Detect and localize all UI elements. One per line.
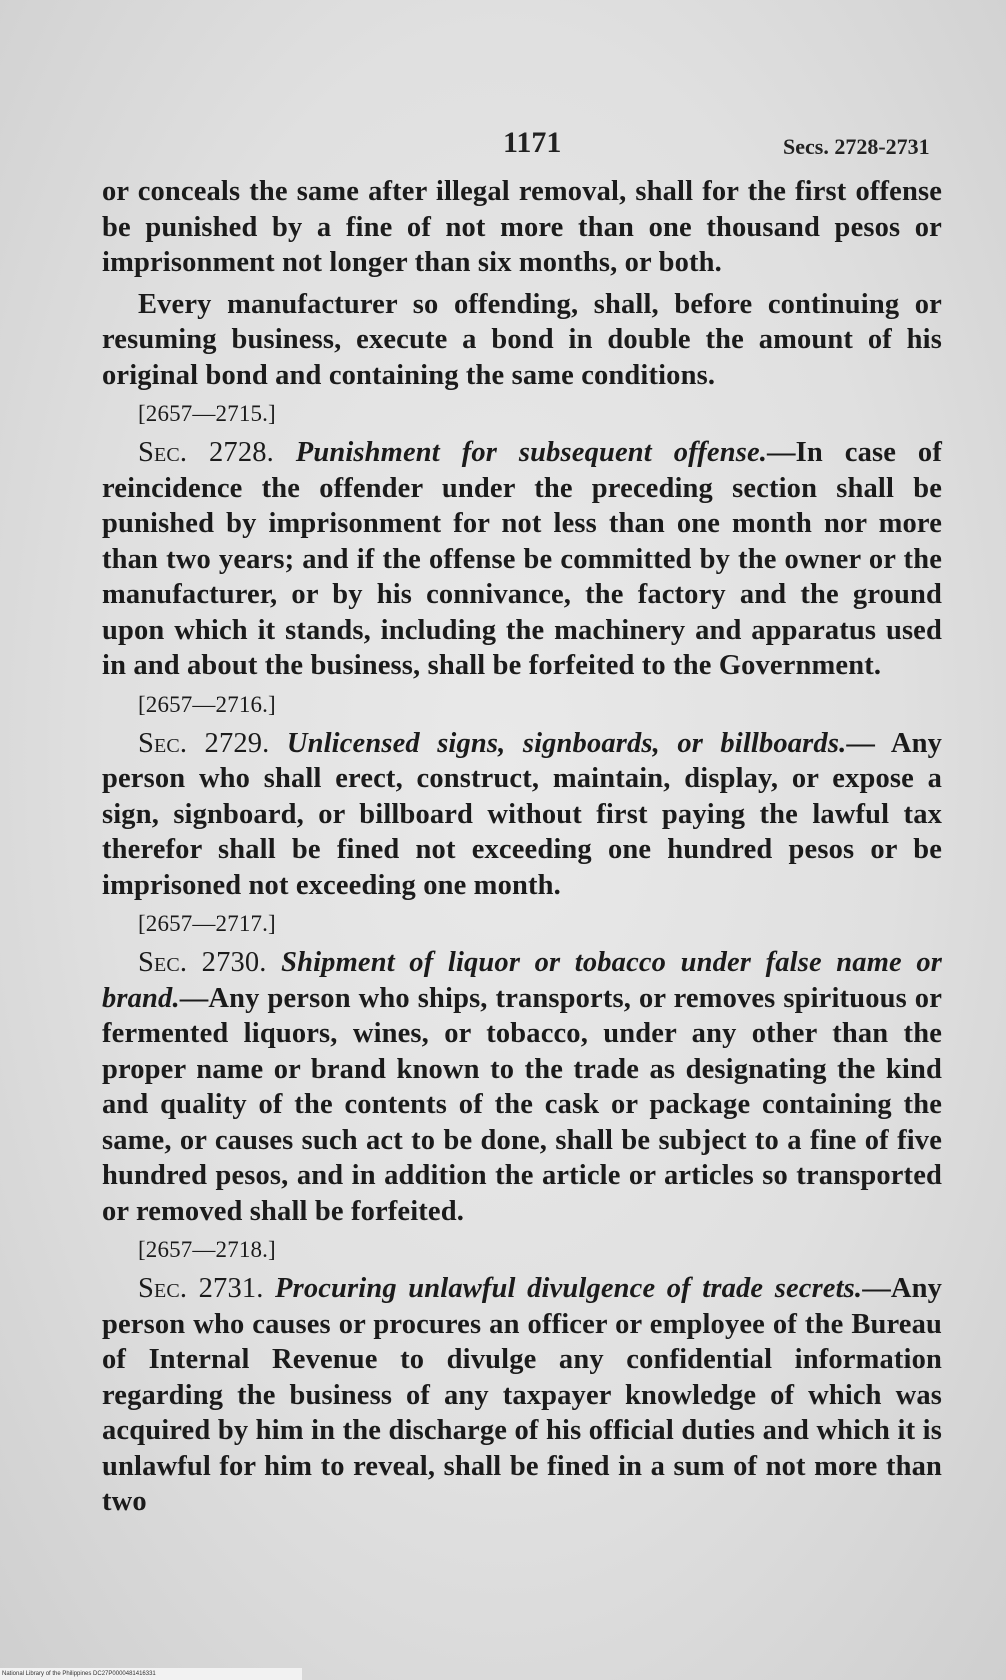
section-label: Sec. 2731. [138,1273,264,1304]
section-label: Sec. 2728. [138,437,274,468]
section-text: —In case of reincidence the offender under the preceding section shall be punished by imprisonment for not less than one month nor more than two years; and if the offense be committed by the owner or the manufacturer, or by his connivance, the factory and the ground upon which it stands, including the machinery and apparatus used in and about the business, shall be forfeited to the Government. [102,437,942,681]
section-2729 [102,726,942,904]
section-2728 [102,435,942,684]
section-title: Punishment for subsequent offense. [295,437,768,468]
page-number: 1171 [503,126,562,159]
paragraph-bond: Every manufacturer so offending, shall, before continuing or resuming business, execute a bond in double the amount of his original bond and containing the same conditions. [102,288,942,391]
page-header [0,126,1006,162]
section-title: Shipment of liquor or tobacco under false name or brand. [102,947,942,1014]
section-text: —Any person who causes or procures an officer or employee of the Bureau of Internal Revenue to divulge any confidential information regarding the business of any taxpayer knowledge of which was acquired by him in the discharge of his official duties and which it is unlawful for him to reveal, shall be fined in a sum of not more than two [102,1273,942,1517]
section-label: Sec. 2730. [138,947,267,978]
page-body [102,174,942,1526]
section-label: Sec. 2729. [138,727,270,759]
sections-range: Secs. 2728-2731 [783,134,930,159]
section-title: Procuring unlawful divulgence of trade secrets. [275,1273,863,1304]
citation-2728: [2657—2715.] [138,401,276,426]
section-2731 [102,1271,942,1520]
section-text: —Any person who ships, transports, or removes spirituous or fermented liquors, wines, or tobacco, under any other than the proper name or brand known to the trade as designating the kind and quality of the contents of the cask or package containing the same, or causes such act to be done, shall be subject to a fine of five hundred pesos, and in addition the article or articles so transported or removed shall be forfeited. [102,982,942,1227]
section-2730 [102,945,942,1229]
section-title: Unlicensed signs, signboards, or billboards. [286,727,847,759]
citation-2731: [2657—2718.] [138,1237,276,1262]
citation-2729: [2657—2716.] [138,691,276,717]
paragraph-continued: or conceals the same after illegal removal, shall for the first offense be punished by a fine of not more than one thousand pesos or imprisonment not longer than six months, or both. [102,176,942,278]
section-text: — Any person who shall erect, construct, maintain, display, or expose a sign, signboard, or billboard without first paying the lawful tax therefor shall be fined not exceeding one hundred pesos or be imprisoned not exceeding one month. [102,727,942,901]
source-footer: National Library of the Philippines DC27P0000481416331 [0,1668,302,1680]
citation-2730: [2657—2717.] [138,911,276,936]
